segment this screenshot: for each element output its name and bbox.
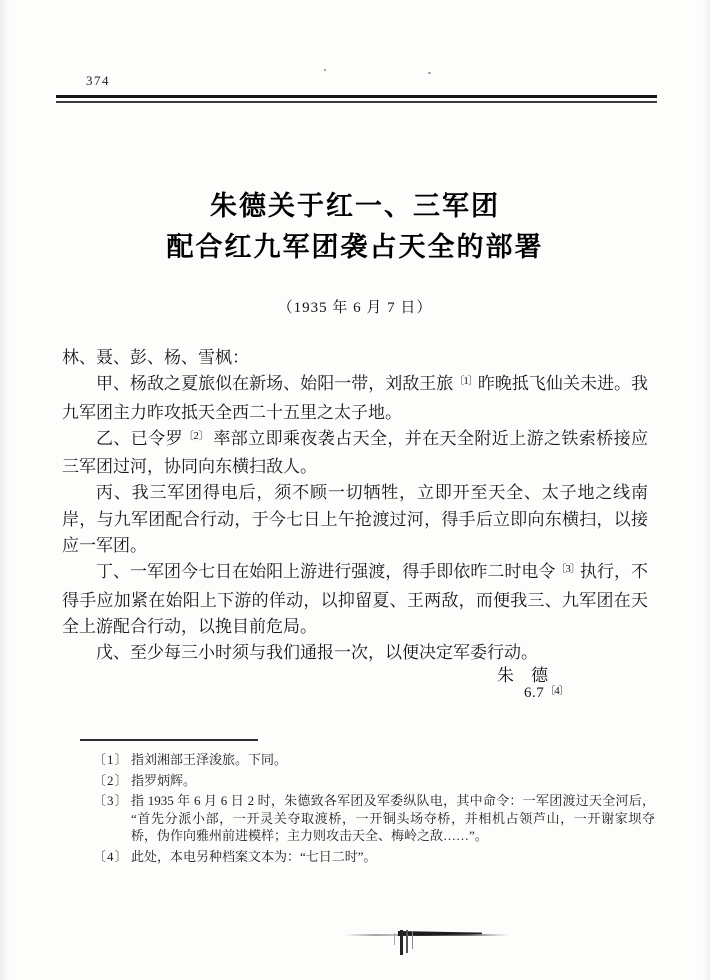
paragraph: 林、聂、彭、杨、雪枫： bbox=[62, 348, 249, 367]
footnote-text: 指刘湘部王泽浚旅。下同。 bbox=[131, 752, 288, 767]
paragraph: 丙、我三军团得电后，须不顾一切牺牲，立即开至天全、太子地之线南岸，与九军团配合行动，于今七日上午抢渡过河，得手后立即向东横扫，以接应一军团。 bbox=[62, 483, 648, 556]
footnote-item bbox=[93, 792, 655, 845]
footnote-ref: 〔2〕 bbox=[183, 429, 209, 442]
page-edge-shading-left bbox=[0, 0, 10, 980]
footnote-ref: 〔3〕 bbox=[555, 563, 580, 576]
title-line-1: 朱德关于红一、三军团 bbox=[210, 191, 500, 221]
footnote-marker: 〔2〕 bbox=[93, 772, 129, 788]
document-body bbox=[62, 345, 648, 667]
signature-date bbox=[524, 685, 569, 702]
signature-date-value: 6.7 bbox=[524, 685, 545, 701]
signature-name: 朱 德 bbox=[497, 666, 548, 685]
document-date: （1935 年 6 月 7 日） bbox=[277, 300, 433, 316]
footnote-separator bbox=[80, 739, 258, 741]
page-number: 374 bbox=[86, 73, 110, 88]
footnote-item bbox=[93, 751, 655, 769]
paragraph: 戊、至少每三小时须与我们通报一次，以便决定军委行动。 bbox=[96, 643, 538, 663]
scan-artifact-tick bbox=[412, 931, 413, 949]
header-rule-thin bbox=[56, 101, 657, 103]
paragraph: 甲、杨敌之夏旅似在新场、始阳一带，刘敌王旅$^{〔1〕}$昨晚抵飞仙关未进。我九军团主力昨攻抵天全西二十五里之太子地。 bbox=[62, 374, 649, 422]
scan-artifact-tick bbox=[400, 930, 403, 955]
paragraph: 乙、已令罗$^{〔2〕}$ 率部立即乘夜袭占天全，并在天全附近上游之铁索桥接应三军团过河，协同向东横扫敌人。 bbox=[62, 428, 649, 477]
footnote-text: 此处，本电另种档案文本为：“七日二时”。 bbox=[131, 848, 377, 864]
footnote-item bbox=[93, 772, 655, 790]
footnote-marker: 〔1〕 bbox=[93, 752, 129, 767]
header-rule-thick bbox=[56, 95, 657, 98]
scan-artifact-tick bbox=[406, 930, 408, 953]
scan-speck bbox=[428, 72, 431, 74]
footnote-marker: 〔4〕 bbox=[93, 848, 129, 864]
page-edge-shading-right bbox=[702, 0, 710, 980]
footnote-marker: 〔3〕 bbox=[93, 793, 129, 808]
footnotes-list bbox=[93, 751, 655, 868]
footnote-ref: 〔1〕 bbox=[453, 375, 478, 388]
scan-artifact-tick bbox=[394, 933, 395, 945]
footnote-text: 指 1935 年 6 月 6 日 2 时，朱德致各军团及军委纵队电，其中命令：一军团渡过天全河后，“首先分派小部，一开灵关夺取渡桥，一开铜头场夺桥，并相机占领芦山，一开谢家坝夺桥，伪作向雅州前进模样；主力则攻击天全、梅岭之敌……”。 bbox=[131, 793, 655, 843]
scan-speck bbox=[324, 69, 326, 71]
signature-footnote-ref: 〔4〕 bbox=[544, 685, 569, 697]
paragraph: 丁、一军团今七日在始阳上游进行强渡，得手即依昨二时电令$^{〔3〕}$执行，不得手应加紧在始阳上下游的佯动，以抑留夏、王两敌，而便我三、九军团在天全上游配合行动，以挽目前危局。 bbox=[62, 562, 649, 636]
footnote-item bbox=[93, 848, 655, 866]
footnote-text: 指罗炳辉。 bbox=[131, 772, 197, 788]
title-line-2: 配合红九军团袭占天全的部署 bbox=[166, 232, 544, 262]
document-title bbox=[0, 186, 710, 268]
